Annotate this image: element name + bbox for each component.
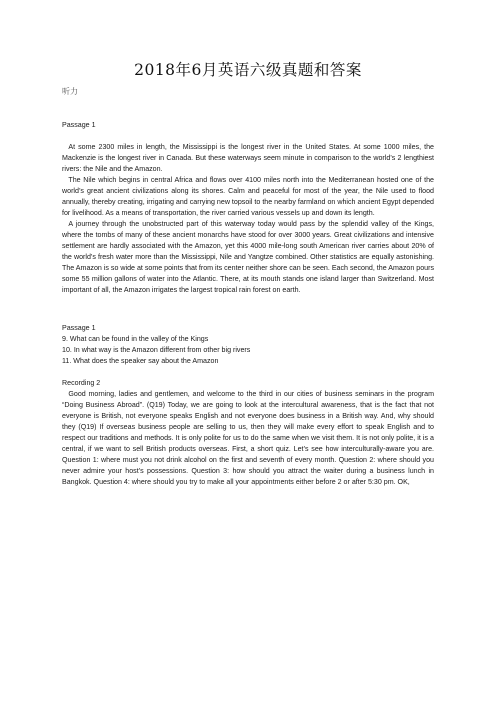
- question-item: 9. What can be found in the valley of the Kings: [62, 335, 209, 343]
- recording-paragraph: Good morning, ladies and gentlemen, and welcome to the third in our cities of business seminars in the program “Doing Business Abroad”. (Q19) Today, we are going to look at the intercultural awareness, that is the fact that not everyone is British, not everyone speaks English and not everyone does business in a British way. And, why should they (Q19) If overseas business people are selling to us, then they will make every effort to speak English and to respect our traditions and methods. It is only polite for us to do the same when we visit them. It is not only polite, it is a central, if we want to sell British products overseas. First, a short quiz. Let’s see how interculturally-aware you are. Question 1: where must you not drink alcohol on the first and seventh of every month. Question 2: where should you never admire your host’s possessions. Question 3: how should you attract the waiter during a business lunch in Bangkok. Question 4: where should you try to make all your appointments either before 2 or after 5:30 pm. OK,: [62, 390, 434, 486]
- document-title: 2018年6月英语六级真题和答案: [134, 61, 362, 79]
- passage-paragraph: At some 2300 miles in length, the Mississippi is the longest river in the United States. At some 1000 miles, the Mackenzie is the longest river in Canada. But these waterways seem minute in comparison to the world’s 2 lengthiest rivers: the Nile and the Amazon.: [62, 143, 434, 173]
- passage-paragraph: A journey through the unobstructed part of this waterway today would pass by the splendid valley of the Kings, where the tombs of many of these ancient monarchs have stood for over 3000 years. Great civilizations and intensive settlement are hardly associated with the Amazon, yet this 4000 mile-long south American river carries about 20% of the world’s fresh water more than the Mississippi, Nile and Yangtze combined. Other statistics are equally astonishing. The Amazon is so wide at some points that from its center neither shore can be seen. Each second, the Amazon pours some 55 million gallons of water into the Atlantic. There, at its mouth stands one island larger than Switzerland. Most important of all, the Amazon irrigates the largest tropical rain forest on earth.: [62, 220, 434, 294]
- passage-heading: Passage 1: [62, 121, 96, 129]
- question-item: 11. What does the speaker say about the Amazon: [62, 357, 219, 365]
- recording-heading: Recording 2: [62, 379, 101, 387]
- section-label: 听力: [62, 87, 78, 96]
- passage-paragraph: The Nile which begins in central Africa and flows over 4100 miles north into the Mediterranean hosted one of the world’s great ancient civilizations along its shores. Calm and peaceful for most of the year, the Nile used to flood annually, thereby creating, irrigating and carrying new topsoil to the nearby farmland on which ancient Egypt depended for livelihood. As a means of transportation, the river carried various vessels up and down its length.: [62, 176, 434, 217]
- question-item: 10. In what way is the Amazon different from other big rivers: [62, 346, 251, 354]
- document-body: [62, 120, 434, 488]
- questions-heading: Passage 1: [62, 324, 96, 332]
